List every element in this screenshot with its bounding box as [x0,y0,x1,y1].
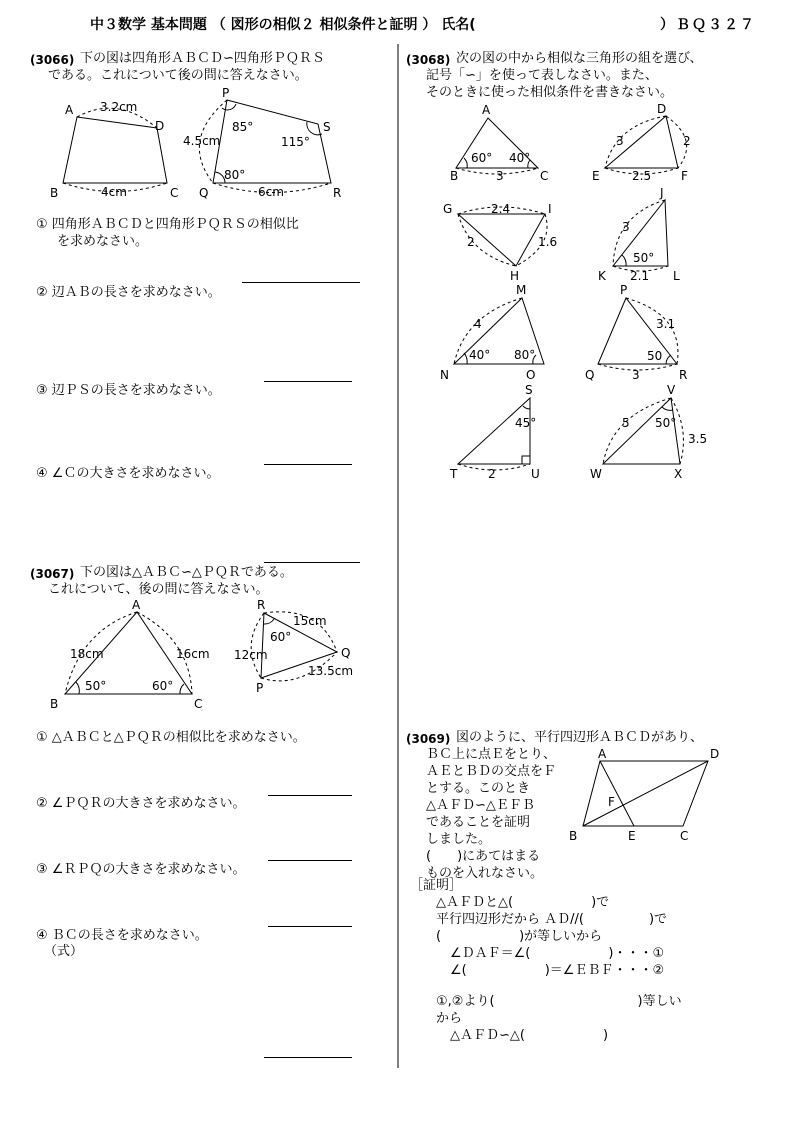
figure-label-S: S [525,383,533,397]
q3067-sub1: ① △ＡＢＣと△ＰＱＲの相似比を求めなさい。 [36,730,306,745]
label-rp: 12cm [234,648,268,662]
q3068-text-3: そのときに使った相似条件を書きなさい。 [426,85,674,100]
figure-label-T: T [450,467,458,481]
q3068-number: (3068) [406,53,451,67]
label-P: P [222,86,230,100]
figure-label-A: A [482,103,491,117]
figure-label-t7b: 2 [488,467,496,481]
figure-label-B: B [450,169,459,183]
label-C: C [194,697,203,711]
label-P: P [256,681,264,695]
figure-label-F: F [681,169,688,183]
figure-label-F: F [608,795,615,809]
q3069-number: (3069) [406,732,451,746]
figure-label-t6c: 3 [632,368,640,382]
figure-label-L: L [673,269,680,283]
figure-label-W: W [590,467,602,481]
proof-heading: ［証明］ [410,878,463,893]
figure-label-t8a: 5 [622,416,630,430]
q3069-line-6: であることを証明 [426,815,531,830]
label-angS: 115° [281,135,310,149]
figure-label-t6a: 3.1 [656,317,676,331]
q3067-text-2: これについて、後の問に答えなさい。 [48,582,269,597]
figure-label-t3a: 2.4 [491,202,511,216]
figure-label-X: X [674,467,683,481]
label-ab: 3.2cm [100,100,138,114]
figure-label-D: D [710,747,720,761]
proof-line-6: ①,②より( )等しい [436,994,682,1009]
label-rq: 15cm [293,614,327,628]
figure-label-t8c: 3.5 [688,432,708,446]
q3067-sub3: ③ ∠ＲＰＱの大きさを求めなさい。 [36,862,246,877]
q3069-line-3: ＡＥとＢＤの交点をＦ [426,764,557,779]
figure-label-M: M [516,283,527,297]
q3066-sub4: ④ ∠Ｃの大きさを求めなさい。 [36,466,220,481]
label-qr: 6cm [258,185,284,199]
label-S: S [323,120,331,134]
label-angC: 60° [152,679,174,693]
figure-label-V: V [667,383,676,397]
label-pq: 4.5cm [183,134,221,148]
label-Q: Q [341,646,351,660]
figure-label-H: H [510,269,520,283]
label-R: R [257,598,266,612]
proof-line-7: から [436,1011,463,1026]
label-D: D [155,119,165,133]
label-angR: 60° [270,630,292,644]
q3067-text-1: 下の図は△ＡＢＣ∽△ＰＱＲである。 [80,565,293,580]
q3067-sub4-formula: （式） [44,944,84,959]
figure-label-t5a: 4 [474,317,482,331]
figure-label-A: A [598,747,607,761]
figure-label-P: P [620,283,628,297]
label-angB: 50° [85,679,107,693]
page-title: 中３数学 基本問題 （ 図形の相似２ 相似条件と証明 ） 氏名( [90,17,476,33]
label-angQ: 80° [224,168,246,182]
figure-label-t7a: 45° [515,416,537,430]
figure-label-t4a: 3 [622,220,630,234]
q3069-line-8: ( )にあてはまる [426,849,541,864]
figure-label-C: C [540,169,549,183]
figure-label-t5c: 80° [514,348,536,362]
proof-line-8: △ＡＦＤ∽△( ) [450,1028,609,1043]
label-R: R [333,186,342,200]
q3066-sub2: ② 辺ＡＢの長さを求めなさい。 [36,285,221,300]
figure-label-t3b: 2 [467,235,475,249]
proof-line-3: ( )が等しいから [436,929,603,944]
q3066-number: (3066) [30,53,75,67]
figure-label-G: G [443,202,453,216]
q3066-sub1a: ① 四角形ＡＢＣＤと四角形ＰＱＲＳの相似比 [36,217,299,232]
proof-line-4: ∠ＤＡＦ＝∠( )・・・① [450,946,665,961]
q3066-sub1b: を求めなさい。 [57,234,149,249]
label-ab: 18cm [70,647,104,661]
label-B: B [50,697,59,711]
figure-label-O: O [526,368,536,382]
figure-label-t2c: 2.5 [632,169,652,183]
figure-label-K: K [598,269,606,283]
figure-label-t2b: 2 [683,134,691,148]
q3066-sub3: ③ 辺ＰＳの長さを求めなさい。 [36,383,221,398]
figure-label-Q: Q [585,368,595,382]
figure-label-t1a: 60° [471,151,493,165]
q3069-line-2: ＢＣ上に点Ｅをとり、 [426,747,557,762]
label-A: A [65,103,74,117]
proof-line-2: 平行四辺形だから ＡＤ//( )で [436,912,668,927]
q3069-line-7: しました。 [426,832,492,847]
q3069-line-4: とする。このとき [426,781,531,796]
q3067-sub2: ② ∠ＰＱＲの大きさを求めなさい。 [36,796,246,811]
figure-label-t1c: 3 [496,169,504,183]
label-C: C [170,186,179,200]
figure-label-t1b: 40° [509,151,531,165]
figure-label-t8b: 50° [655,416,677,430]
q3068-text-2: 記号「∽」を使って表しなさい。また、 [426,68,658,83]
label-angP: 85° [232,120,254,134]
q3066-text-1: 下の図は四角形ＡＢＣＤ∽四角形ＰＱＲＳ [80,51,325,66]
label-B: B [50,186,59,200]
q3067-number: (3067) [30,567,75,581]
figure-label-t6b: 50 [647,349,663,363]
figure-label-E: E [628,829,636,843]
q3069-line-1: 図のように、平行四辺形ＡＢＣＤがあり、 [456,730,704,745]
label-bc: 4cm [101,185,127,199]
q3067-sub4: ④ ＢＣの長さを求めなさい。 [36,928,208,943]
label-ac: 16cm [176,647,210,661]
figure-label-C: C [680,829,689,843]
figure-label-J: J [660,186,664,200]
figure-label-t4b: 50° [633,251,655,265]
figure-label-t3c: 1.6 [538,235,558,249]
label-Q: Q [199,186,209,200]
q3069-line-5: △ＡＦＤ∽△ＥＦＢ [426,798,535,813]
label-pq: 13.5cm [308,664,354,678]
figure-label-U: U [531,467,540,481]
figure-label-t5b: 40° [469,348,491,362]
proof-line-1: △ＡＦＤと△( )で [436,895,610,910]
proof-line-5: ∠( )＝∠ＥＢＦ・・・② [450,963,665,978]
figure-label-R: R [679,368,688,382]
q3069-line-9: ものを入れなさい。 [426,866,544,881]
q3066-text-2: である。これについて後の問に答えなさい。 [48,68,308,83]
q3068-text-1: 次の図の中から相似な三角形の組を選び、 [456,51,703,66]
worksheet-code: ）ＢＱ３２７ [660,17,756,33]
figure-label-D: D [657,102,667,116]
figure-label-E: E [592,169,600,183]
label-A: A [132,598,141,612]
figure-label-t4c: 2.1 [630,269,650,283]
figure-label-N: N [440,368,449,382]
figure-label-t2a: 3 [616,134,624,148]
figure-label-I: I [548,202,552,216]
figure-label-B: B [569,829,578,843]
